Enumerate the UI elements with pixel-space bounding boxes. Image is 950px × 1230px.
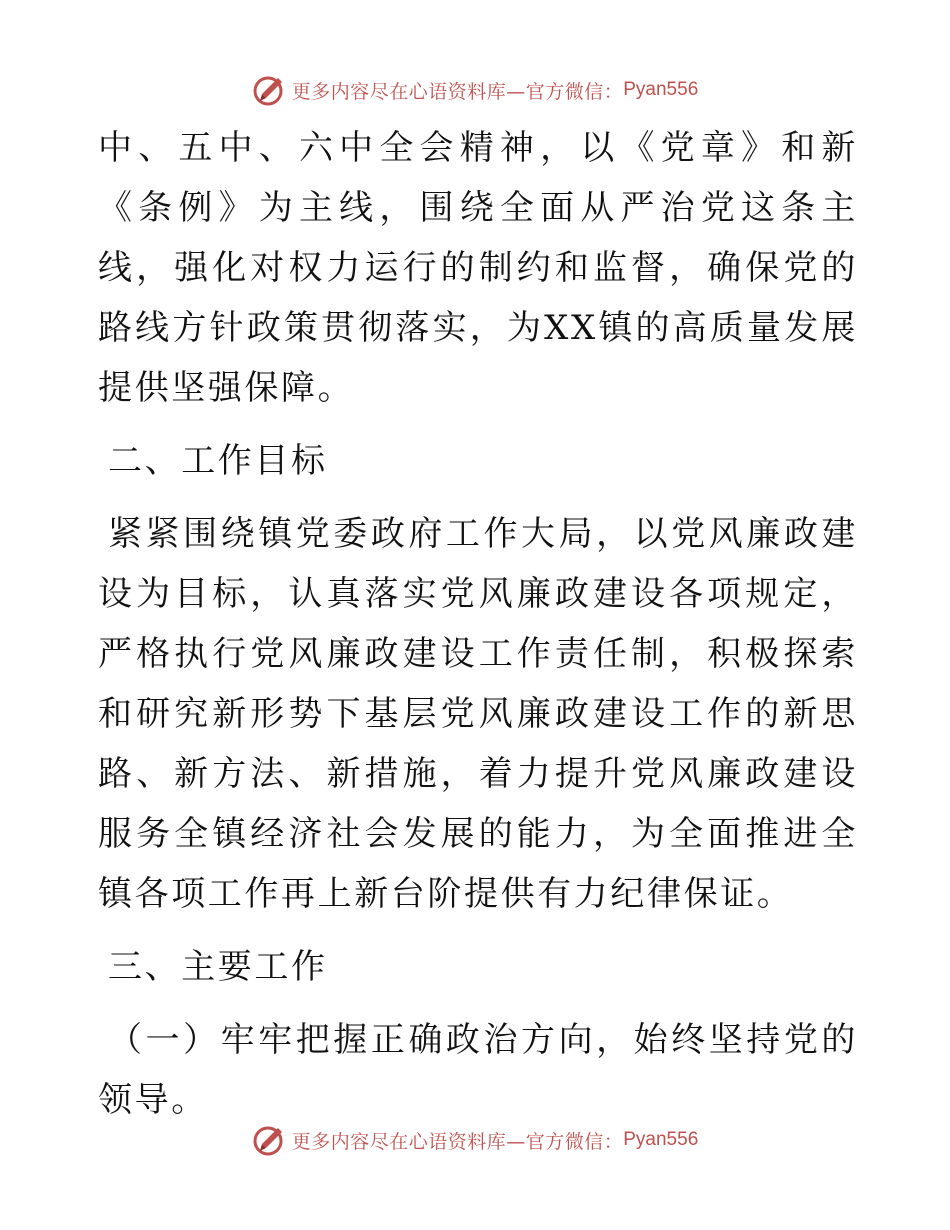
document-body	[98, 118, 858, 1130]
paragraph-guiding-ideology: 中、五中、六中全会精神，以《党章》和新《条例》为主线，围绕全面从严治党这条主线，强化对权力运行的制约和监督，确保党的路线方针政策贯彻落实，为XX镇的高质量发展提供坚强保障。	[98, 128, 858, 408]
paragraph-work-goals: 紧紧围绕镇党委政府工作大局，以党风廉政建设为目标，认真落实党风廉政建设各项规定，严格执行党风廉政建设工作责任制，积极探索和研究新形势下基层党风廉政建设工作的新思路、新方法、新措施，着力提升党风廉政建设服务全镇经济社会发展的能力，为全面推进全镇各项工作再上新台阶提供有力纪律保证。	[98, 514, 858, 914]
header-watermark	[0, 70, 950, 110]
watermark-text: 更多内容尽在心语资料库—官方微信：	[291, 1130, 624, 1153]
section-heading-work-goals: 二、工作目标	[108, 441, 328, 481]
watermark-wechat-id: Pyan556	[623, 79, 699, 100]
section-heading-main-work: 三、主要工作	[108, 947, 328, 987]
watermark-text: 更多内容尽在心语资料库—官方微信：	[291, 80, 624, 103]
watermark-wechat-id: Pyan556	[623, 1129, 699, 1150]
pen-logo-icon	[252, 72, 288, 108]
pen-logo-icon	[252, 1122, 288, 1158]
paragraph-main-work-item-1: （一）牢牢把握正确政治方向，始终坚持党的领导。	[98, 1020, 858, 1120]
footer-watermark	[0, 1120, 950, 1160]
